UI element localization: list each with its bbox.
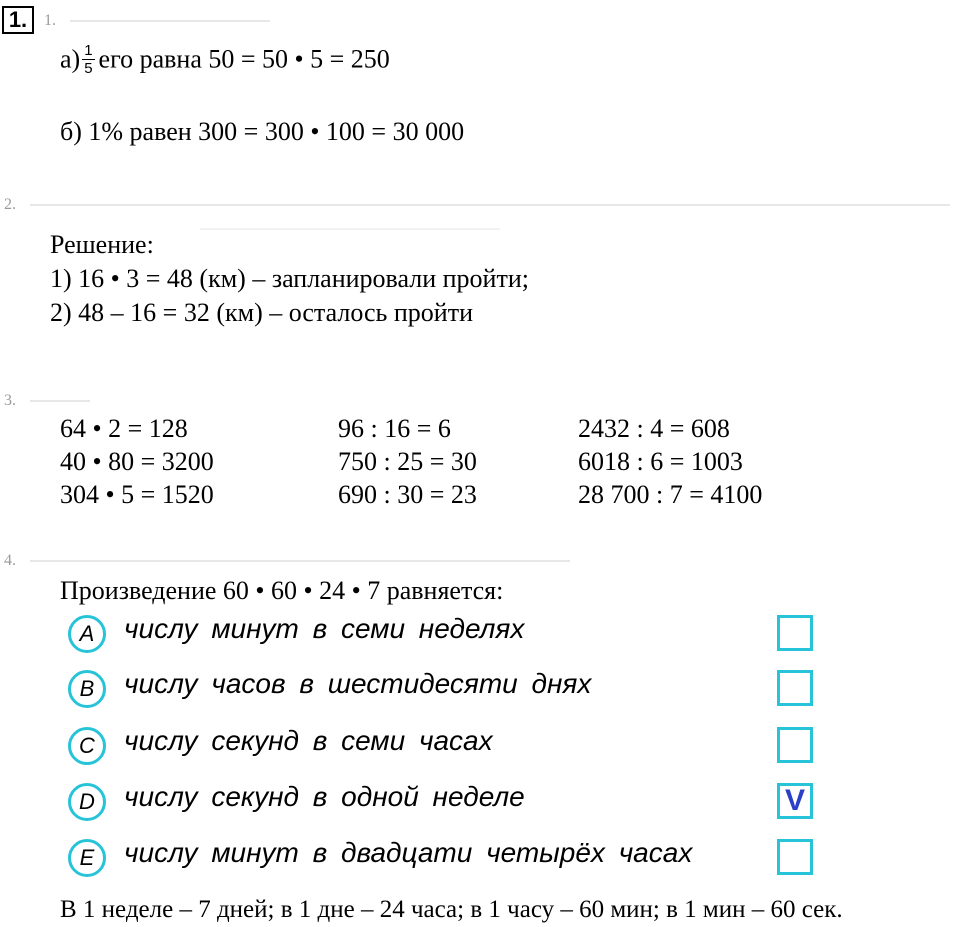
faint-task-text (200, 228, 500, 230)
option-e-checkbox[interactable] (777, 839, 813, 875)
fraction-denominator: 5 (84, 60, 93, 77)
option-d[interactable] (68, 783, 828, 829)
option-d-letter: D (68, 783, 106, 821)
option-c-letter: C (68, 727, 106, 765)
faint-task-text (70, 20, 270, 22)
explanation-text: В 1 неделе – 7 дней; в 1 дне – 24 часа; в 1 часу – 60 мин; в 1 мин – 60 сек. (60, 896, 843, 923)
faint-task-text (30, 400, 90, 402)
option-c[interactable] (68, 727, 828, 773)
option-c-checkbox[interactable] (777, 727, 813, 763)
task-1-part-a (60, 44, 390, 79)
task-2-number: 2. (4, 196, 16, 213)
solution-step-1: 1) 16 • 3 = 48 (км) – запланировали пройти; (50, 264, 529, 293)
part-a-label: а) (60, 44, 81, 74)
fraction-one-fifth (82, 42, 94, 77)
solution-step-2: 2) 48 – 16 = 32 (км) – осталось пройти (50, 298, 473, 327)
option-b-letter: B (68, 670, 106, 708)
faint-task-text (30, 560, 570, 562)
calc-col2-row2: 750 : 25 = 30 (338, 447, 477, 476)
option-e-text: числу минут в двадцати четырёх часах (124, 837, 693, 868)
faint-task-text (30, 204, 950, 206)
option-a-checkbox[interactable] (777, 615, 813, 651)
option-d-text: числу секунд в одной неделе (124, 781, 525, 812)
calc-col1-row3: 304 • 5 = 1520 (60, 480, 214, 509)
option-a-letter: A (68, 615, 106, 653)
section-number-box: 1. (2, 6, 34, 34)
calc-col3-row3: 28 700 : 7 = 4100 (578, 480, 763, 509)
calc-col1-row1: 64 • 2 = 128 (60, 414, 188, 443)
option-a[interactable] (68, 615, 828, 661)
task-1-part-b: б) 1% равен 300 = 300 • 100 = 30 000 (60, 117, 465, 146)
task-3-number: 3. (4, 392, 16, 409)
option-b[interactable] (68, 670, 828, 716)
option-b-text: числу часов в шестидесяти днях (124, 668, 592, 699)
option-b-checkbox[interactable] (777, 670, 813, 706)
question-text: Произведение 60 • 60 • 24 • 7 равняется: (60, 576, 504, 605)
option-e[interactable] (68, 839, 828, 885)
option-e-letter: E (68, 839, 106, 877)
part-a-expression: его равна 50 = 50 • 5 = 250 (98, 44, 390, 74)
calc-col2-row3: 690 : 30 = 23 (338, 480, 477, 509)
solution-heading: Решение: (50, 230, 154, 259)
task-4-number: 4. (4, 552, 16, 569)
calc-col3-row2: 6018 : 6 = 1003 (578, 447, 743, 476)
calc-col3-row1: 2432 : 4 = 608 (578, 414, 730, 443)
option-d-checkbox[interactable]: V (777, 783, 813, 819)
task-1-number: 1. (44, 12, 56, 29)
calc-col2-row1: 96 : 16 = 6 (338, 414, 451, 443)
fraction-numerator: 1 (84, 42, 93, 59)
option-a-text: числу минут в семи неделях (124, 613, 525, 644)
calc-col1-row2: 40 • 80 = 3200 (60, 447, 214, 476)
option-c-text: числу секунд в семи часах (124, 725, 493, 756)
